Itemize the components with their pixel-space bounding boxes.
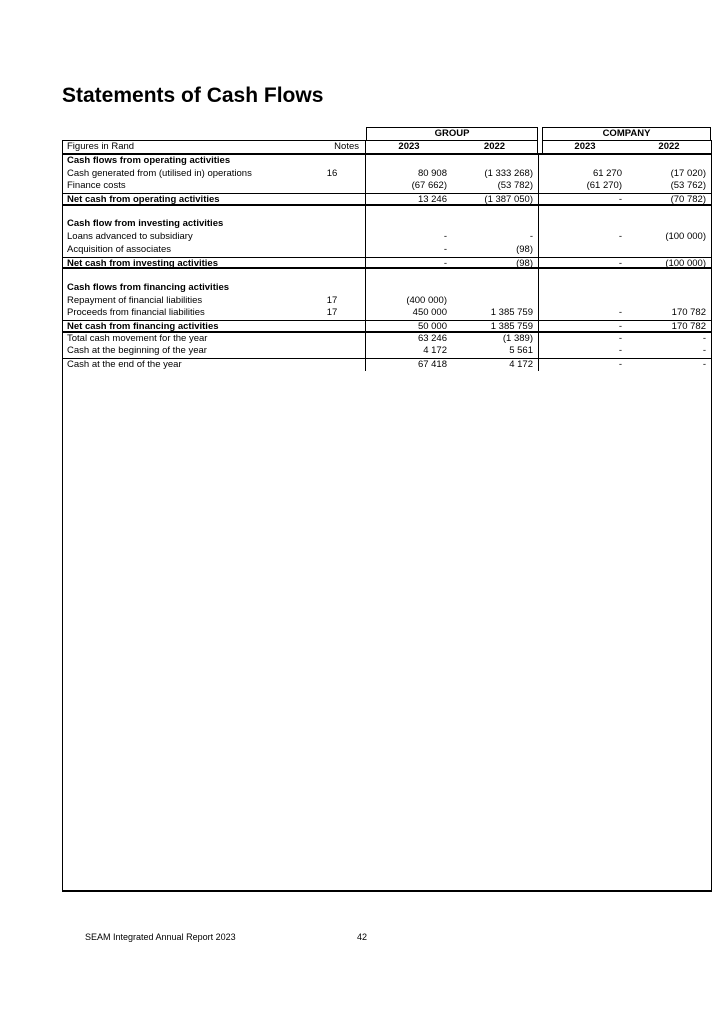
- notes-header: Notes: [299, 140, 366, 153]
- cash-flow-table: [62, 127, 712, 892]
- row-label: Cash flow from investing activities: [67, 218, 224, 230]
- row-label: Cash at the end of the year: [67, 359, 182, 370]
- page-title: Statements of Cash Flows: [62, 84, 324, 107]
- cell-company-2022: [627, 244, 711, 257]
- cell-company-2023: -: [618, 257, 622, 269]
- row-label: Repayment of financial liabilities: [67, 294, 203, 306]
- table-row: [63, 307, 711, 320]
- cell-company-2022: (100 000): [665, 231, 706, 243]
- cell-company-2022: (100 000): [665, 257, 706, 269]
- table-row: [63, 193, 711, 206]
- cell-group-2023: [366, 269, 452, 282]
- page-footer: [85, 932, 368, 942]
- cell-group-2023: [366, 155, 452, 168]
- empty-table-area: [63, 371, 711, 890]
- cell-group-2022: 5 561: [509, 345, 533, 357]
- cell-group-2023: [366, 218, 452, 231]
- cell-notes: [299, 321, 366, 333]
- cell-group-2022: [452, 218, 538, 231]
- row-label: Cash flows from financing activities: [67, 281, 230, 293]
- cell-notes: [299, 359, 366, 371]
- table-row: [63, 218, 711, 231]
- footer-report-title: SEAM Integrated Annual Report 2023: [85, 932, 236, 942]
- cell-company-2022: (17 020): [670, 167, 706, 179]
- cell-company-2023: [542, 269, 627, 282]
- company-column-header: COMPANY: [542, 127, 711, 141]
- table-row: [63, 333, 711, 346]
- cell-group-2022: [452, 206, 538, 219]
- cell-notes: 17: [299, 295, 366, 308]
- row-label: Total cash movement for the year: [67, 332, 208, 344]
- row-label: Loans advanced to subsidiary: [67, 231, 193, 243]
- cell-group-2022: 1 385 759: [490, 320, 533, 332]
- row-label: [63, 269, 299, 282]
- cell-company-2023: [542, 218, 627, 231]
- table-row: [63, 206, 711, 219]
- cell-company-2023: -: [618, 231, 622, 243]
- cell-notes: 16: [299, 168, 366, 181]
- cell-group-2022: [452, 282, 538, 295]
- cell-company-2022: (70 782): [670, 194, 706, 206]
- table-header-columns: [62, 140, 712, 153]
- cell-group-2022: (53 782): [497, 180, 533, 192]
- cell-group-2023: 67 418: [417, 359, 447, 370]
- cell-notes: [299, 333, 366, 346]
- cell-company-2023: -: [618, 345, 622, 357]
- cell-group-2023: [366, 206, 452, 219]
- table-row: [63, 257, 711, 270]
- cell-group-2022: [452, 295, 538, 308]
- cell-notes: 17: [299, 307, 366, 320]
- group-2022-header: 2022: [452, 140, 538, 153]
- cell-group-2022: (1 387 050): [484, 194, 533, 206]
- cell-company-2023: [542, 295, 627, 308]
- header-spacer: [63, 127, 366, 141]
- table-row: [63, 282, 711, 295]
- cell-company-2022: -: [702, 345, 706, 357]
- table-row: [63, 180, 711, 193]
- cell-company-2023: (61 270): [586, 180, 622, 192]
- table-row: [63, 358, 711, 371]
- row-label: Cash at the beginning of the year: [67, 345, 207, 357]
- cell-group-2023: 13 246: [417, 194, 447, 206]
- cell-group-2023: (67 662): [411, 180, 447, 192]
- table-row: [63, 231, 711, 244]
- cell-notes: [299, 206, 366, 219]
- cell-group-2023: [366, 282, 452, 295]
- cell-notes: [299, 231, 366, 244]
- table-row: [63, 244, 711, 257]
- cell-company-2022: [627, 155, 711, 168]
- cell-company-2023: 61 270: [592, 167, 622, 179]
- cell-company-2023: -: [618, 320, 622, 332]
- row-label: Finance costs: [67, 180, 126, 192]
- cell-company-2022: 170 782: [671, 307, 706, 319]
- cell-company-2023: [542, 282, 627, 295]
- row-label: Cash generated from (utilised in) operations: [67, 167, 252, 179]
- row-label: Net cash from financing activities: [67, 320, 219, 332]
- row-label: Cash flows from operating activities: [67, 155, 231, 166]
- page-number: 42: [357, 932, 368, 942]
- cell-group-2022: [452, 155, 538, 168]
- cell-notes: [299, 194, 366, 206]
- cell-company-2022: [627, 269, 711, 282]
- cell-notes: [299, 282, 366, 295]
- cell-group-2023: -: [443, 231, 447, 243]
- cell-group-2023: 63 246: [417, 332, 447, 344]
- row-label: Net cash from operating activities: [67, 194, 220, 206]
- cell-company-2022: [627, 295, 711, 308]
- cell-group-2023: -: [443, 243, 447, 255]
- cell-company-2023: [542, 155, 627, 168]
- table-row: [63, 345, 711, 358]
- cell-notes: [299, 269, 366, 282]
- cell-company-2023: -: [618, 359, 622, 370]
- cell-group-2022: 1 385 759: [490, 307, 533, 319]
- cell-company-2022: [627, 282, 711, 295]
- group-2023-header: 2023: [398, 141, 420, 152]
- cell-company-2023: -: [618, 194, 622, 206]
- row-label: Proceeds from financial liabilities: [67, 307, 205, 319]
- cell-company-2022: -: [702, 332, 706, 344]
- cell-group-2022: (98): [516, 243, 533, 255]
- row-label: Net cash from investing activities: [67, 257, 218, 269]
- table-row: [63, 168, 711, 181]
- cell-notes: [299, 345, 366, 358]
- cell-notes: [299, 218, 366, 231]
- cell-company-2023: -: [618, 307, 622, 319]
- cell-group-2022: -: [529, 231, 533, 243]
- cell-group-2022: 4 172: [509, 359, 533, 370]
- company-2023-header: 2023: [542, 140, 627, 153]
- cell-company-2022: [627, 218, 711, 231]
- cell-company-2022: -: [702, 359, 706, 370]
- table-row: [63, 320, 711, 333]
- cell-company-2022: 170 782: [671, 320, 706, 332]
- cell-group-2023: 450 000: [412, 307, 447, 319]
- table-body: [62, 153, 712, 892]
- row-label: Acquisition of associates: [67, 243, 172, 255]
- cell-group-2023: 4 172: [423, 345, 447, 357]
- cell-notes: [299, 180, 366, 193]
- cell-company-2023: [542, 206, 627, 219]
- cell-group-2023: (400 000): [406, 294, 447, 306]
- cell-notes: [299, 258, 366, 270]
- cell-group-2022: [452, 269, 538, 282]
- cell-group-2022: (98): [516, 257, 533, 269]
- cell-notes: [299, 155, 366, 168]
- cell-company-2022: [627, 206, 711, 219]
- cell-company-2023: [542, 244, 627, 257]
- cell-company-2023: -: [618, 332, 622, 344]
- row-label: [63, 206, 299, 219]
- table-row: [63, 155, 711, 168]
- figures-in-rand-header: Figures in Rand: [67, 141, 135, 152]
- table-header-groups: [62, 127, 712, 140]
- group-column-header: GROUP: [366, 127, 538, 141]
- cell-group-2023: 50 000: [417, 320, 447, 332]
- cell-notes: [299, 244, 366, 257]
- table-row: [63, 269, 711, 282]
- cell-group-2023: 80 908: [417, 167, 447, 179]
- table-row: [63, 295, 711, 308]
- cell-company-2022: (53 762): [670, 180, 706, 192]
- cell-group-2022: (1 333 268): [484, 167, 533, 179]
- cell-group-2022: (1 389): [502, 332, 533, 344]
- cell-group-2023: -: [443, 257, 447, 269]
- company-2022-header: 2022: [658, 141, 680, 152]
